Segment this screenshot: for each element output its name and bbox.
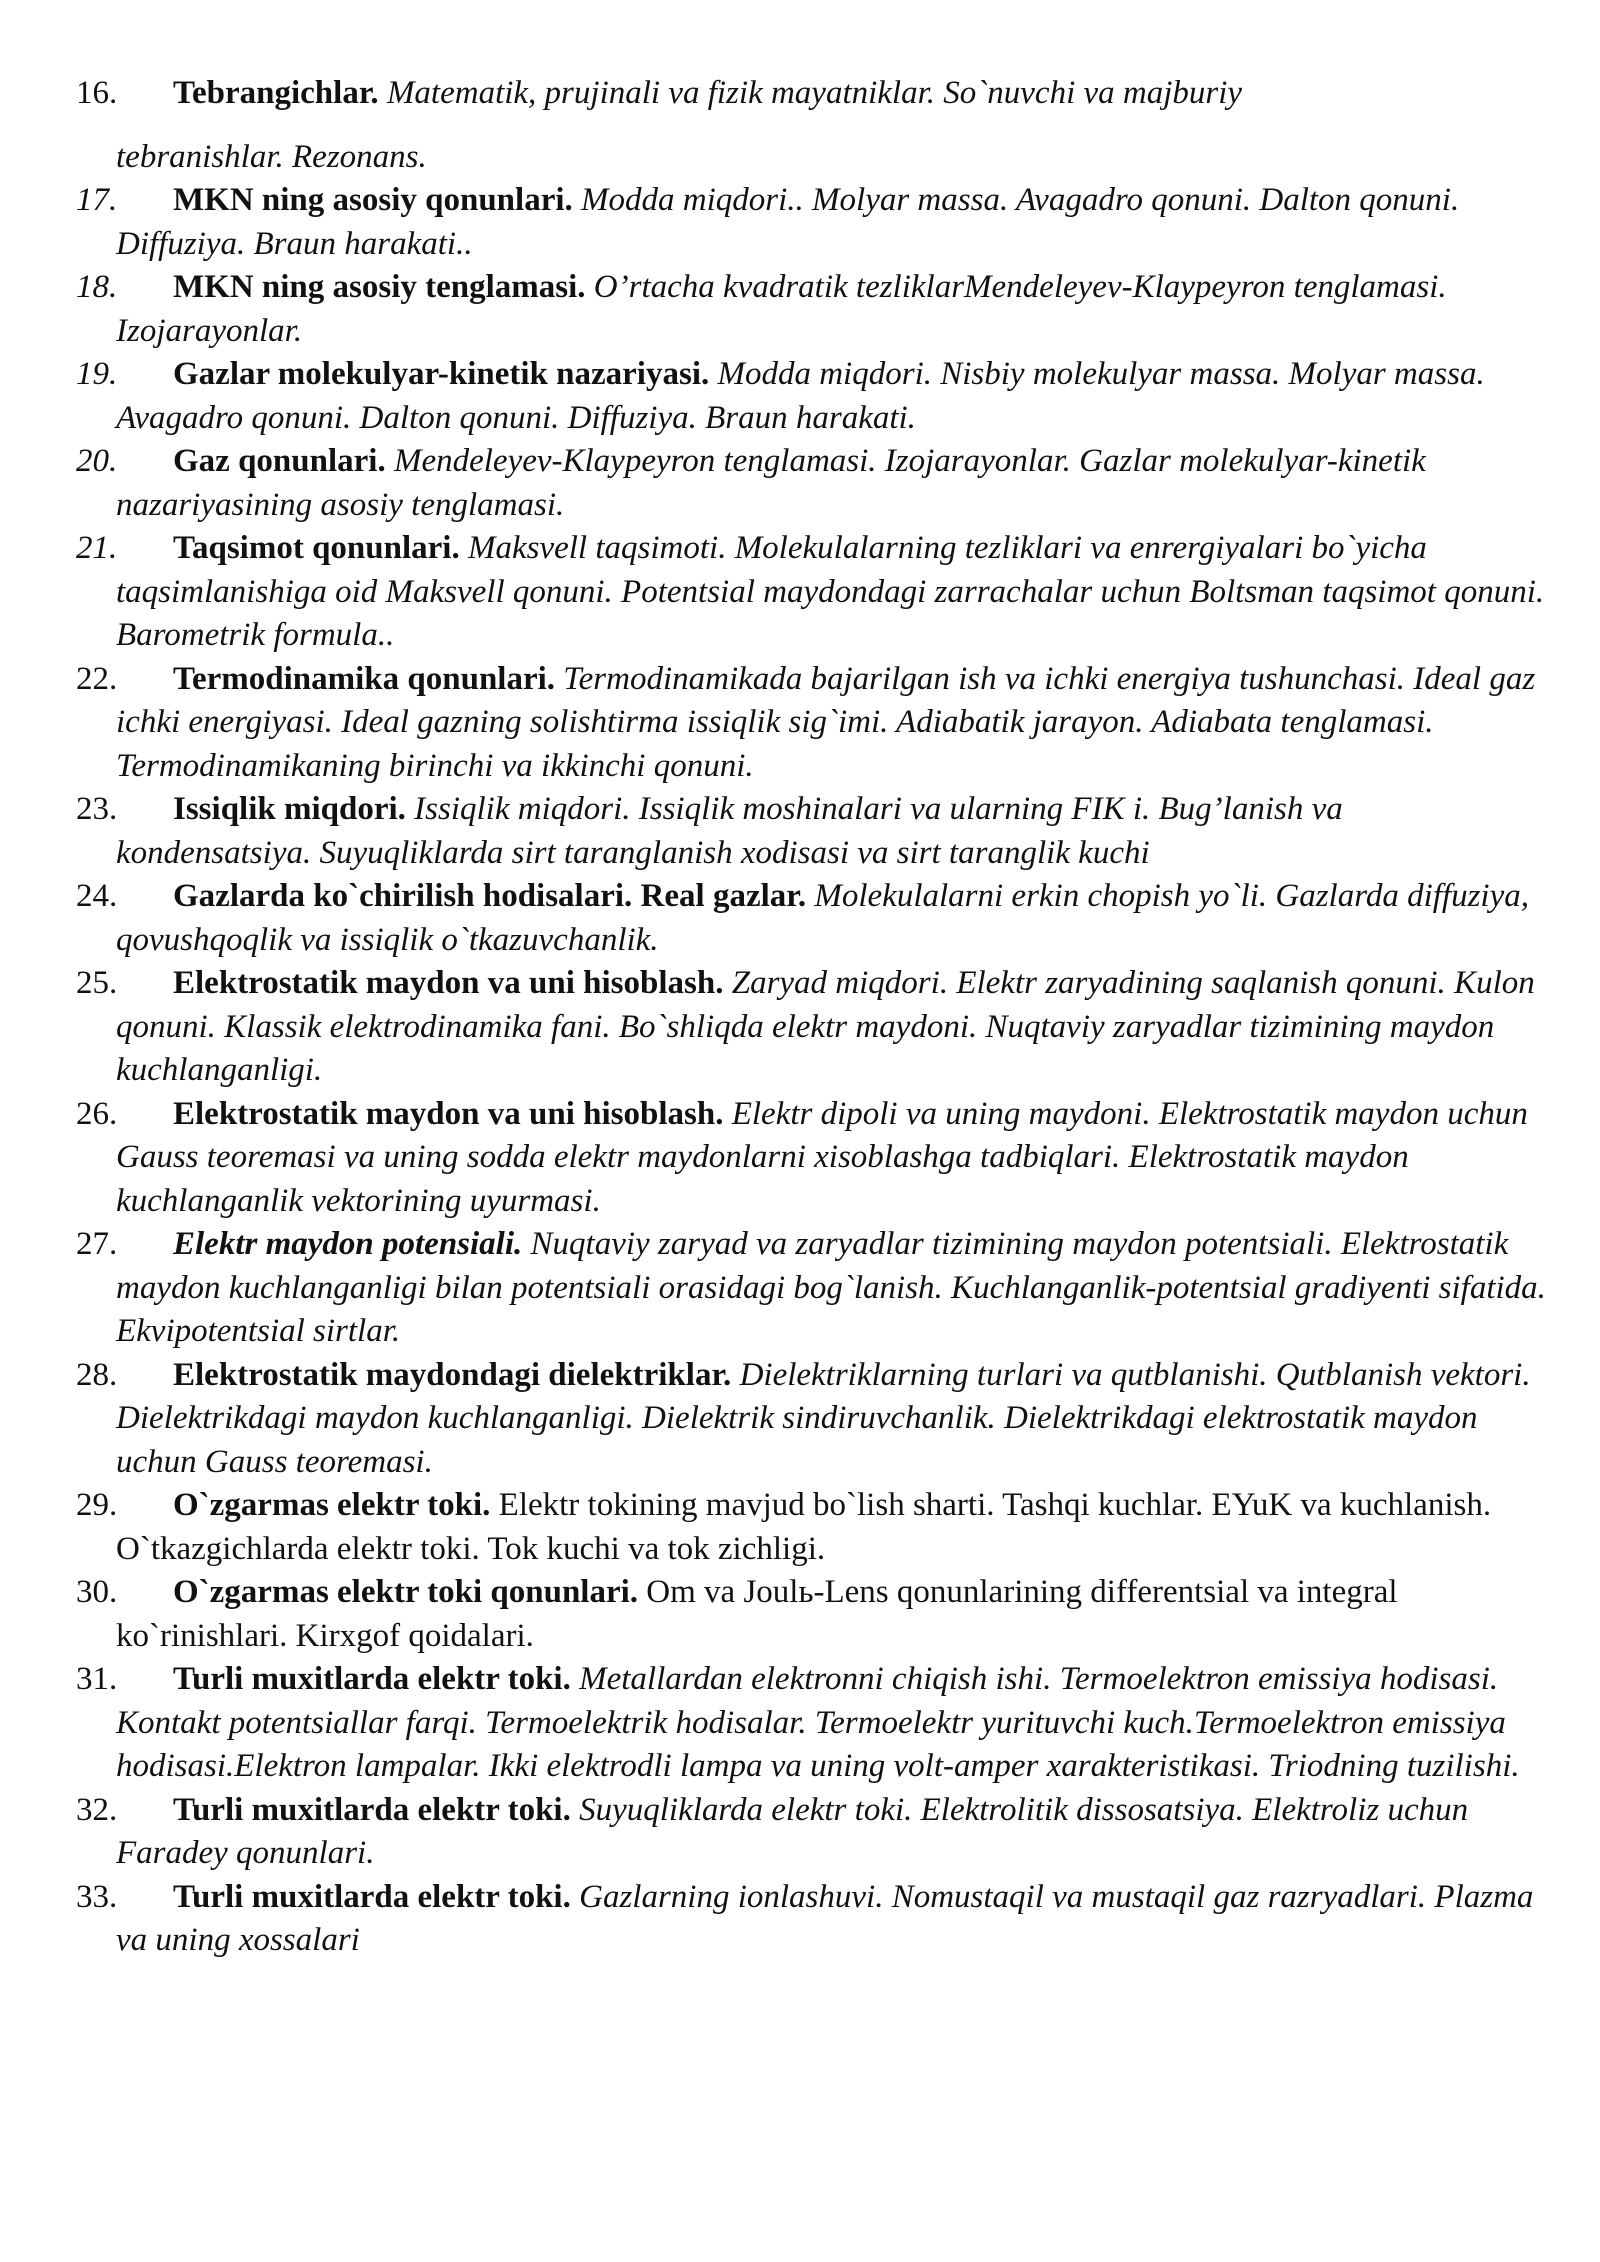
item-number: 25. xyxy=(76,965,118,1001)
item-title: MKN ning asosiy tenglamasi. xyxy=(173,269,586,305)
list-item xyxy=(76,1658,1546,1789)
item-description: Modda miqdori. Nisbiy molekulyar massa. Molyar massa. Avagadro qonuni. Dalton qonuni. Diffuziya. Braun harakati. xyxy=(116,356,1485,436)
list-item xyxy=(76,788,1546,875)
item-description: O’rtacha kvadratik tezliklarMendeleyev-Klaypeyron tenglamasi. Izojarayonlar. xyxy=(116,269,1447,349)
list-item xyxy=(76,266,1546,353)
item-title: Gaz qonunlari. xyxy=(173,443,386,479)
topic-list xyxy=(76,72,1546,1963)
item-title: Elektrostatik maydon va uni hisoblash. xyxy=(173,1095,724,1132)
list-item xyxy=(76,1223,1546,1354)
item-description: Nuqtaviy zaryad va zaryadlar tizimining maydon potentsiali. Elektrostatik maydon kuchlanganligi bilan potentsiali orasidagi bog`lanish. Kuchlanganlik-potentsial gradiyenti sifatida. Ekvipotentsial sirtlar. xyxy=(116,1226,1546,1349)
item-title: Turli muxitlarda elektr toki. xyxy=(173,1791,571,1828)
item-title: O`zgarmas elektr toki qonunlari. xyxy=(173,1574,639,1610)
item-title: Termodinamika qonunlari. xyxy=(173,660,556,697)
item-number: 30. xyxy=(76,1574,118,1610)
item-title: O`zgarmas elektr toki. xyxy=(173,1487,491,1523)
item-title: Elektrostatik maydon va uni hisoblash. xyxy=(173,965,724,1001)
list-item xyxy=(76,1876,1546,1963)
list-item xyxy=(76,1789,1546,1876)
list-item xyxy=(76,1354,1546,1485)
item-number: 23. xyxy=(76,791,118,827)
item-number: 18. xyxy=(76,269,118,305)
item-number: 26. xyxy=(76,1095,118,1132)
item-number: 19. xyxy=(76,356,118,392)
item-number: 16. xyxy=(76,75,118,111)
item-description-line-1: Matematik, prujinali va fizik mayatniklar. So`nuvchi va majburiy xyxy=(386,75,1243,111)
list-item xyxy=(76,658,1546,789)
item-title: Issiqlik miqdori. xyxy=(173,791,406,827)
item-number: 29. xyxy=(76,1487,118,1523)
item-description: Maksvell taqsimoti. Molekulalarning tezliklari va enrergiyalari bo`yicha taqsimlanishiga oid Maksvell qonuni. Potentsial maydondagi zarrachalar uchun Boltsman taqsimot qonuni. Barometrik formula.. xyxy=(116,530,1545,653)
item-description: Metallardan elektronni chiqish ishi. Termoelektron emissiya hodisasi. Kontakt potentsiallar farqi. Termoelektrik hodisalar. Termoelektr yurituvchi kuch.Termoelektron emissiya hodisasi.Elektron lampalar. Ikki elektrodli lampa va uning volt-amper xarakteristikasi. Triodning tuzilishi. xyxy=(116,1661,1520,1784)
item-description: Mendeleyev-Klaypeyron tenglamasi. Izojarayonlar. Gazlar molekulyar-kinetik nazariyasining asosiy tenglamasi. xyxy=(116,443,1426,523)
item-description: Issiqlik miqdori. Issiqlik moshinalari va ularning FIK i. Bug’lanish va kondensatsiya. Suyuqliklarda sirt taranglanish xodisasi va sirt taranglik kuchi xyxy=(116,791,1343,871)
list-item xyxy=(76,962,1546,1093)
item-description: Elektr dipoli va uning maydoni. Elektrostatik maydon uchun Gauss teoremasi va uning sodda elektr maydonlarni xisoblashga tadbiqlari. Elektrostatik maydon kuchlanganlik vektorining uyurmasi. xyxy=(116,1095,1528,1219)
item-description: Molekulalarni erkin chopish yo`li. Gazlarda diffuziya, qovushqoqlik va issiqlik o`tkazuvchanlik. xyxy=(116,878,1529,958)
item-title: Tebrangichlar. xyxy=(173,75,379,111)
item-title: Elektr maydon potensiali. xyxy=(173,1226,523,1262)
item-description: Termodinamikada bajarilgan ish va ichki energiya tushunchasi. Ideal gaz ichki energiyasi. Ideal gazning solishtirma issiqlik sig`imi. Adiabatik jarayon. Adiabata tenglamasi. Termodinamikaning birinchi va ikkinchi qonuni. xyxy=(116,660,1536,784)
list-item xyxy=(76,1093,1546,1224)
list-item xyxy=(76,875,1546,962)
item-number: 21. xyxy=(76,530,118,566)
item-title: Turli muxitlarda elektr toki. xyxy=(173,1661,571,1697)
item-number: 32. xyxy=(76,1791,118,1828)
item-title: Gazlar molekulyar-kinetik nazariyasi. xyxy=(173,356,710,392)
item-description: Dielektriklarning turlari va qutblanishi. Qutblanish vektori. Dielektrikdagi maydon kuchlanganligi. Dielektrik sindiruvchanlik. Dielektrikdagi elektrostatik maydon uchun Gauss teoremasi. xyxy=(116,1356,1531,1480)
list-item xyxy=(76,179,1546,266)
item-title: Elektrostatik maydondagi dielektriklar. xyxy=(173,1356,732,1393)
item-number: 31. xyxy=(76,1661,118,1697)
item-description-line-2: tebranishlar. Rezonans. xyxy=(116,138,427,175)
list-item xyxy=(76,1484,1546,1571)
item-number: 17. xyxy=(76,182,118,218)
item-number: 20. xyxy=(76,443,118,479)
item-description: Om va Joulь-Lens qonunlarining differentsial va integral ko`rinishlari. Kirxgof qoidalari. xyxy=(116,1574,1398,1654)
item-number: 28. xyxy=(76,1356,118,1393)
list-item xyxy=(76,353,1546,440)
item-title: MKN ning asosiy qonunlari. xyxy=(173,182,573,218)
item-title: Gazlarda ko`chirilish hodisalari. Real gazlar. xyxy=(173,878,807,914)
item-title: Turli muxitlarda elektr toki. xyxy=(173,1878,571,1915)
item-title: Taqsimot qonunlari. xyxy=(173,530,460,566)
item-number: 27. xyxy=(76,1226,118,1262)
list-item xyxy=(76,1571,1546,1658)
item-description: Modda miqdori.. Molyar massa. Avagadro qonuni. Dalton qonuni. Diffuziya. Braun harakati.. xyxy=(116,182,1460,262)
list-item xyxy=(76,72,1546,179)
item-description: Gazlarning ionlashuvi. Nomustaqil va mustaqil gaz razryadlari. Plazma va uning xossalari xyxy=(116,1878,1534,1958)
item-description: Elektr tokining mavjud bo`lish sharti. Tashqi kuchlar. EYuK va kuchlanish. O`tkazgichlarda elektr toki. Tok kuchi va tok zichligi. xyxy=(116,1487,1492,1567)
list-item xyxy=(76,527,1546,658)
item-number: 33. xyxy=(76,1878,118,1915)
item-description: Zaryad miqdori. Elektr zaryadining saqlanish qonuni. Kulon qonuni. Klassik elektrodinamika fani. Bo`shliqda elektr maydoni. Nuqtaviy zaryadlar tizimining maydon kuchlanganligi. xyxy=(116,965,1535,1088)
item-number: 24. xyxy=(76,878,118,914)
item-description: Suyuqliklarda elektr toki. Elektrolitik dissosatsiya. Elektroliz uchun Faradey qonunlari. xyxy=(116,1791,1469,1871)
list-item xyxy=(76,440,1546,527)
item-number: 22. xyxy=(76,660,118,697)
